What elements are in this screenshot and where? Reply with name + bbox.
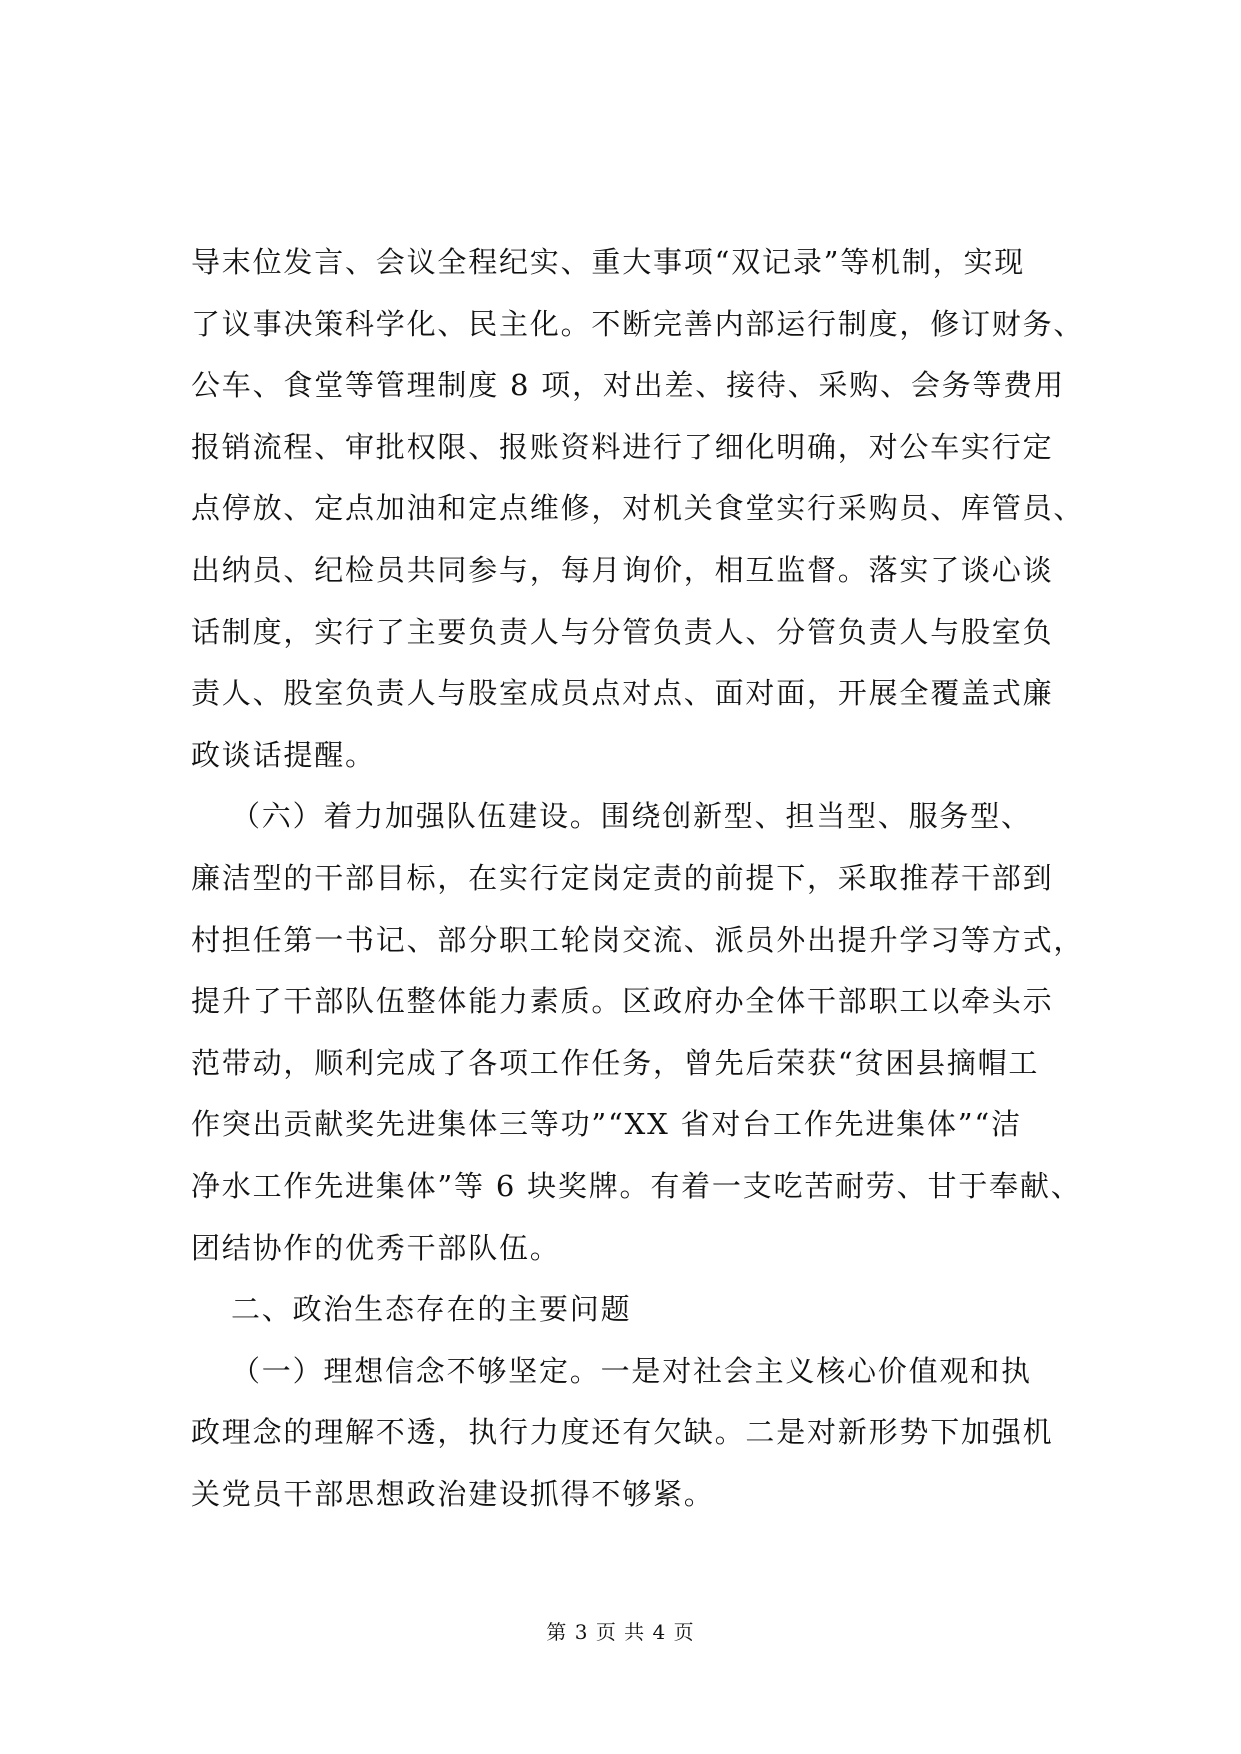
body-text (191, 232, 1085, 1525)
section-heading-line: （一）理想信念不够坚定。一是对社会主义核心价值观和执 (231, 1353, 1032, 1388)
text-line: 村担任第一书记、部分职工轮岗交流、派员外出提升学习等方式， (191, 922, 1085, 957)
text-line: 责人、股室负责人与股室成员点对点、面对面，开展全覆盖式廉 (191, 676, 1054, 711)
section-heading-line: （六）着力加强队伍建设。围绕创新型、担当型、服务型、 (231, 799, 1032, 834)
text-line: 净水工作先进集体”等 6 块奖牌。有着一支吃苦耐劳、甘于奉献、 (191, 1168, 1082, 1203)
text-line: 作突出贡献奖先进集体三等功”“XX 省对台工作先进集体”“洁 (191, 1107, 1022, 1142)
chapter-heading-line: 二、政治生态存在的主要问题 (231, 1292, 632, 1327)
text-line: 公车、食堂等管理制度 8 项，对出差、接待、采购、会务等费用 (191, 368, 1065, 403)
text-line: 提升了干部队伍整体能力素质。区政府办全体干部职工以牵头示 (191, 984, 1054, 1019)
text-line: 点停放、定点加油和定点维修，对机关食堂实行采购员、库管员、 (191, 491, 1085, 526)
text-line: 报销流程、审批权限、报账资料进行了细化明确，对公车实行定 (191, 429, 1054, 464)
text-line: 团结协作的优秀干部队伍。 (191, 1230, 561, 1265)
text-line: 了议事决策科学化、民主化。不断完善内部运行制度，修订财务、 (191, 306, 1085, 341)
text-line: 范带动，顺利完成了各项工作任务，曾先后荣获“贫困县摘帽工 (191, 1045, 1040, 1080)
text-line: 出纳员、纪检员共同参与，每月询价，相互监督。落实了谈心谈 (191, 552, 1054, 587)
text-line: 廉洁型的干部目标，在实行定岗定责的前提下，采取推荐干部到 (191, 860, 1054, 895)
text-line: 政理念的理解不透，执行力度还有欠缺。二是对新形势下加强机 (191, 1415, 1054, 1450)
text-line: 关党员干部思想政治建设抓得不够紧。 (191, 1476, 715, 1511)
text-line: 导末位发言、会议全程纪实、重大事项“双记录”等机制，实现 (191, 245, 1026, 279)
page-number-footer: 第 3 页 共 4 页 (546, 1620, 695, 1644)
text-line: 政谈话提醒。 (191, 737, 376, 772)
text-line: 话制度，实行了主要负责人与分管负责人、分管负责人与股室负 (191, 614, 1054, 649)
